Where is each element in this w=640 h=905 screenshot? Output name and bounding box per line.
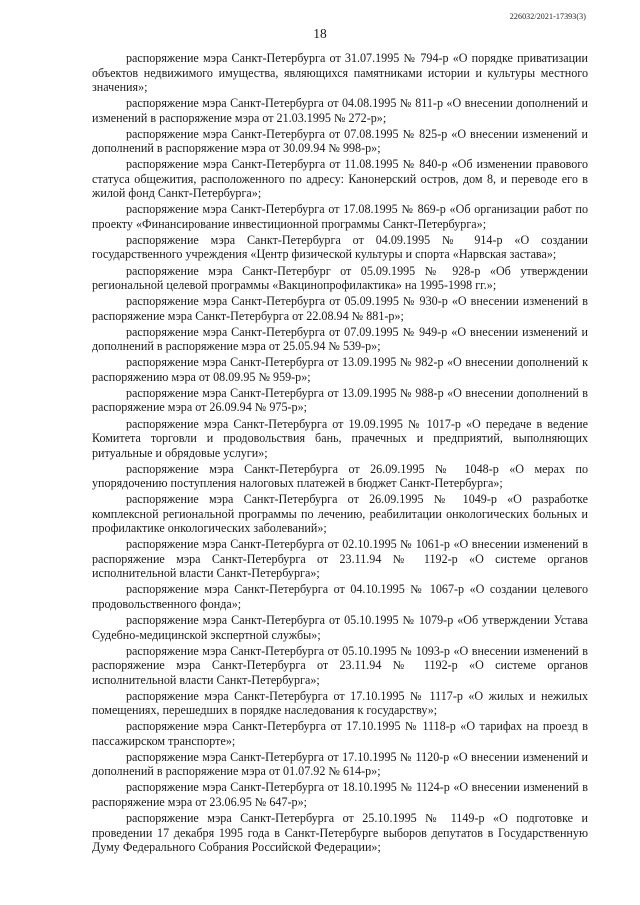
list-item: распоряжение мэра Санкт-Петербурга от 02.10.1995 № 1061-р «О внесении изменений в распоряжение мэра Санкт-Петербурга от 23.11.94 № 1192-р «О системе органов исполнительной власти Санкт-Петербурга»;	[92, 537, 588, 581]
list-item: распоряжение мэра Санкт-Петербурга от 13.09.1995 № 982-р «О внесении дополнений к распоряжению мэра от 08.09.95 № 959-р»;	[92, 355, 588, 384]
page-number: 18	[313, 26, 327, 41]
list-item: распоряжение мэра Санкт-Петербурга от 17.10.1995 № 1118-р «О тарифах на проезд в пассажирском транспорте»;	[92, 719, 588, 748]
list-item: распоряжение мэра Санкт-Петербурга от 05.10.1995 № 1079-р «Об утверждении Устава Судебно-медицинской экспертной службы»;	[92, 613, 588, 642]
list-item: распоряжение мэра Санкт-Петербург от 05.09.1995 № 928-р «Об утверждении региональной целевой программы «Вакцинопрофилактика» на 1995-1998 гг.»;	[92, 263, 588, 293]
document-body	[92, 51, 588, 856]
list-item: распоряжение мэра Санкт-Петербурга от 19.09.1995 № 1017-р «О передаче в ведение Комитета торговли и продовольствия бань, прачечных и предприятий, выполняющих ритуальные и обрядовые услуги»;	[92, 416, 588, 460]
list-item: распоряжение мэра Санкт-Петербурга от 26.09.1995 № 1049-р «О разработке комплексной региональной программы по лечению, реабилитации онкологических больных и профилактике онкологических заболеваний»;	[92, 492, 588, 536]
list-item: распоряжение мэра Санкт-Петербурга от 17.10.1995 № 1117-р «О жилых и нежилых помещениях, перешедших в порядке наследования к государству»;	[92, 688, 588, 718]
list-item: распоряжение мэра Санкт-Петербурга от 05.09.1995 № 930-р «О внесении изменений в распоряжение мэра Санкт-Петербурга от 22.08.94 № 881-р»;	[92, 294, 588, 323]
list-item: распоряжение мэра Санкт-Петербурга от 05.10.1995 № 1093-р «О внесении изменений в распоряжение мэра Санкт-Петербурга от 23.11.94 № 1192-р «О системе органов исполнительной власти Санкт-Петербурга»;	[92, 643, 588, 687]
list-item: распоряжение мэра Санкт-Петербурга от 25.10.1995 № 1149-р «О подготовке и проведении 17 декабря 1995 года в Санкт-Петербурге выборов депутатов в Государственную Думу Федерального Собрания Российской Федерации»;	[92, 811, 588, 855]
list-item: распоряжение мэра Санкт-Петербурга от 11.08.1995 № 840-р «Об изменении правового статуса общежития, расположенного по адресу: Канонерский остров, дом 8, и переводе его в жилой фонд Санкт-Петербурга»;	[92, 157, 588, 201]
list-item: распоряжение мэра Санкт-Петербурга от 13.09.1995 № 988-р «О внесении дополнений в распоряжение мэра от 26.09.94 № 975-р»;	[92, 385, 588, 415]
list-item: распоряжение мэра Санкт-Петербурга от 18.10.1995 № 1124-р «О внесении изменений в распоряжение мэра от 23.06.95 № 647-р»;	[92, 780, 588, 809]
list-item: распоряжение мэра Санкт-Петербурга от 04.09.1995 № 914-р «О создании государственного учреждения «Центр физической культуры и спорта «Нарвская застава»;	[92, 232, 588, 262]
list-item: распоряжение мэра Санкт-Петербурга от 04.10.1995 № 1067-р «О создании целевого продовольственного фонда»;	[92, 582, 588, 611]
list-item: распоряжение мэра Санкт-Петербурга от 04.08.1995 № 811-р «О внесении дополнений и изменений в распоряжение мэра от 21.03.1995 № 272-р»;	[92, 96, 588, 125]
list-item: распоряжение мэра Санкт-Петербурга от 26.09.1995 № 1048-р «О мерах по упорядочению поступления налоговых платежей в бюджет Санкт-Петербурга»;	[92, 461, 588, 491]
list-item: распоряжение мэра Санкт-Петербурга от 17.10.1995 № 1120-р «О внесении изменений и дополнений в распоряжение мэра от 01.07.92 № 614-р»;	[92, 749, 588, 779]
list-item: распоряжение мэра Санкт-Петербурга от 07.09.1995 № 949-р «О внесении изменений и дополнений в распоряжение мэра от 25.05.94 № 539-р»;	[92, 324, 588, 354]
document-id: 226032/2021-17393(3)	[509, 12, 586, 21]
list-item: распоряжение мэра Санкт-Петербурга от 07.08.1995 № 825-р «О внесении изменений и дополнений в распоряжение мэра от 30.09.94 № 998-р»;	[92, 126, 588, 156]
list-item: распоряжение мэра Санкт-Петербурга от 31.07.1995 № 794-р «О порядке приватизации объектов недвижимого имущества, являющихся памятниками истории и культуры местного значения»;	[92, 51, 588, 94]
list-item: распоряжение мэра Санкт-Петербурга от 17.08.1995 № 869-р «Об организации работ по проекту «Финансирование инвестиционной программы Санкт-Петербурга»;	[92, 202, 588, 231]
